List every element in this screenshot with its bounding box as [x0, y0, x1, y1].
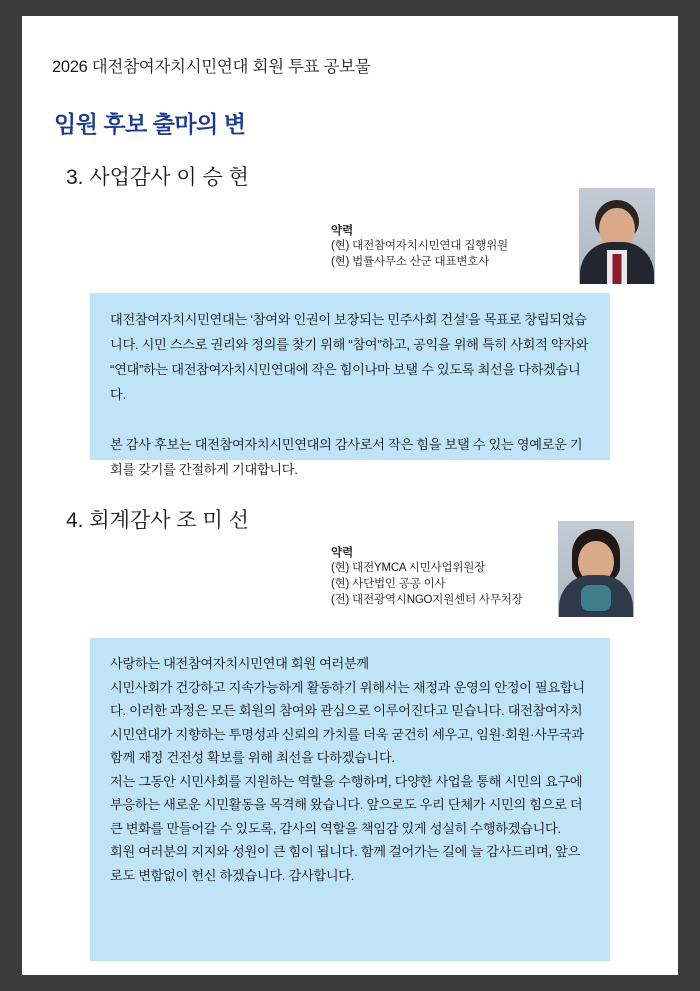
- candidate-photo: [558, 521, 634, 617]
- candidate-photo: [579, 188, 655, 284]
- page-title: 임원 후보 출마의 변: [54, 111, 246, 137]
- candidate-statement: [90, 638, 610, 961]
- bio-item: (전) 대전광역시NGO지원센터 사무처장: [331, 594, 523, 606]
- photo-scarf: [581, 585, 611, 611]
- bio-item: (현) 대전YMCA 시민사업위원장: [331, 562, 486, 574]
- statement-paragraph: 사랑하는 대전참여자치시민연대 회원 여러분께: [110, 656, 369, 671]
- statement-paragraph: 시민사회가 건강하고 지속가능하게 활동하기 위해서는 재정과 운영의 안정이 필요합니다. 이러한 과정은 모든 회원의 참여와 관심으로 이루어진다고 믿습니다. 대전참여자치시민연대가 지향하는 투명성과 신뢰의 가치를 더욱 굳건히 세우고, 임원·회원·사무국과 함께 재정 건전성 확보를 위해 최선을 다하겠습니다.: [110, 679, 585, 765]
- bio-list: [331, 238, 508, 270]
- bio-label: 약력: [331, 225, 354, 237]
- bio-item: (현) 대전참여자치시민연대 집행위원: [331, 240, 508, 252]
- candidate-statement: [90, 293, 610, 477]
- statement-paragraph: 회원 여러분의 지지와 성원이 큰 힘이 됩니다. 함께 걸어가는 길에 늘 감사드리며, 앞으로도 변함없이 헌신 하겠습니다. 감사합니다.: [110, 844, 581, 883]
- bio-item: (현) 법률사무소 산군 대표변호사: [331, 256, 490, 268]
- statement-paragraph: 대전참여자치시민연대는 ‘참여와 인권이 보장되는 민주사회 건설’을 목표로 창립되었습니다. 시민 스스로 권리와 정의를 찾기 위해 “참여”하고, 공익을 위해 특히 사회적 약자와 “연대”하는 대전참여자치시민연대에 작은 힘이나마 보탤 수 있도록 최선을 다하겠습니다.: [110, 312, 589, 402]
- bio-list: [331, 560, 523, 608]
- document-page: [22, 16, 678, 975]
- bio-item: (현) 사단법인 공공 이사: [331, 578, 446, 590]
- candidate-name: 4. 회계감사 조 미 선: [66, 509, 249, 532]
- photo-tie: [613, 254, 622, 284]
- document-header: 2026 대전참여자치시민연대 회원 투표 공보물: [52, 58, 371, 76]
- statement-paragraph: 본 감사 후보는 대전참여자치시민연대의 감사로서 작은 힘을 보탤 수 있는 영예로운 기회를 갖기를 간절하게 기대합니다.: [110, 437, 583, 477]
- bio-label: 약력: [331, 547, 354, 559]
- statement-paragraph: 저는 그동안 시민사회를 지원하는 역할을 수행하며, 다양한 사업을 통해 시민의 요구에 부응하는 새로운 시민활동을 목격해 왔습니다. 앞으로도 우리 단체가 시민의 힘으로 더 큰 변화를 만들어갈 수 있도록, 감사의 역할을 책임감 있게 성실히 수행하겠습니다.: [110, 773, 583, 836]
- candidate-name: 3. 사업감사 이 승 현: [66, 166, 249, 189]
